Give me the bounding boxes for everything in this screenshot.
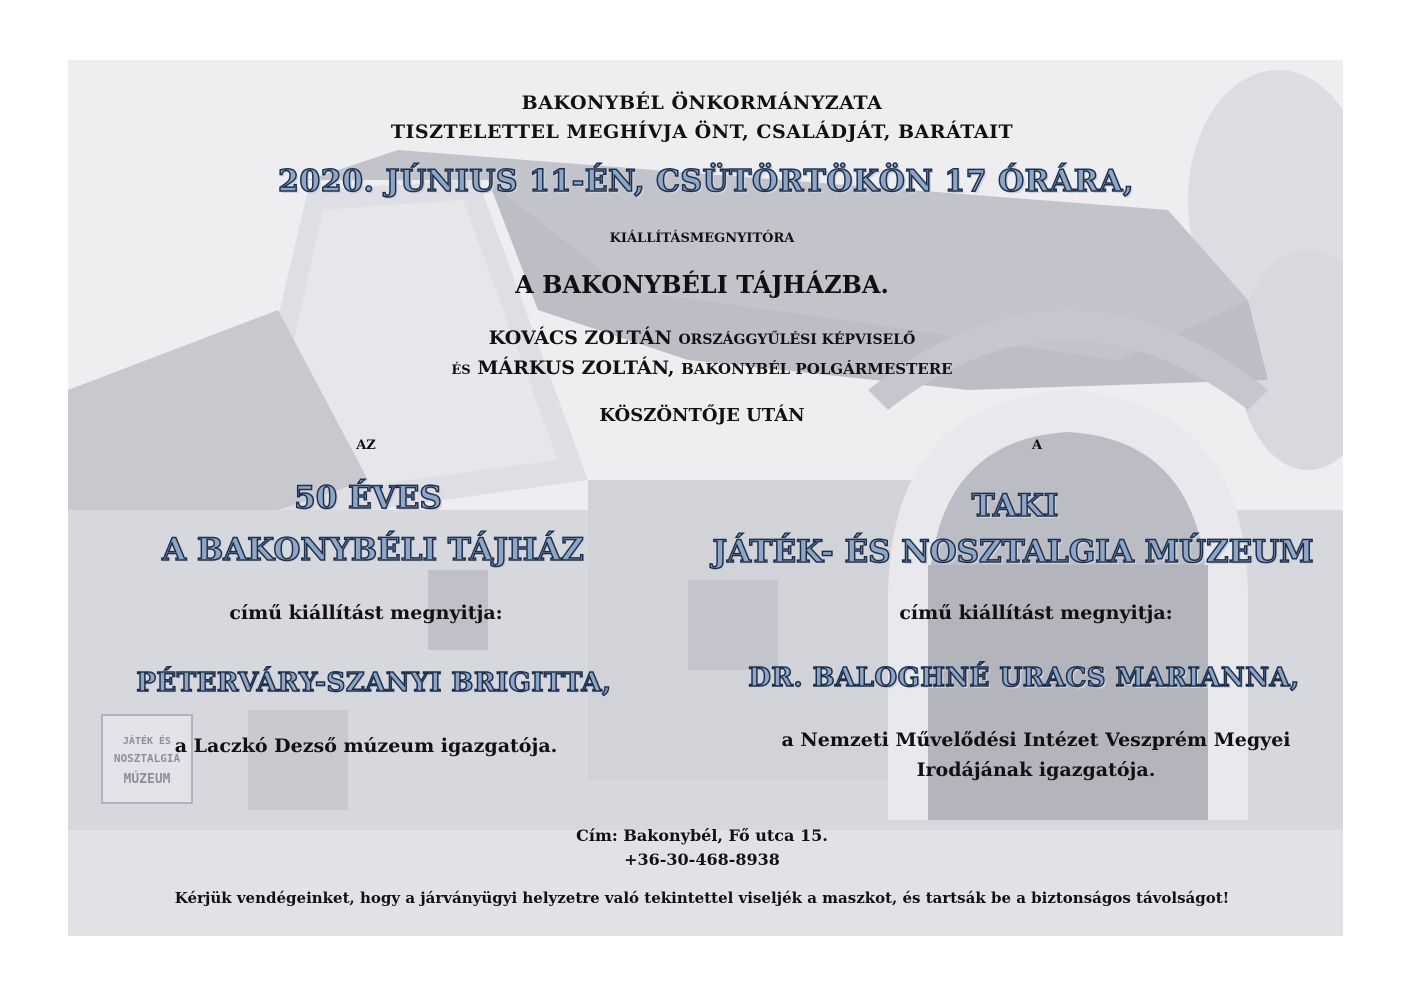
right-title-line-1: TAKI [971, 488, 1059, 524]
speaker-2 [451, 357, 952, 379]
right-opener-name: DR. BALOGHNÉ URACS MARIANNA, [748, 663, 1300, 693]
sign-line-1: JÁTÉK ÉS [122, 736, 172, 747]
left-title-line-2: A BAKONYBÉLI TÁJHÁZ [162, 532, 584, 568]
speaker-2-role: BAKONYBÉL POLGÁRMESTERE [681, 360, 953, 378]
date-line: 2020. JÚNIUS 11-ÉN, CSÜTÖRTÖKÖN 17 ÓRÁRA, [278, 164, 1134, 199]
right-opener-intro: című kiállítást megnyitja: [899, 602, 1173, 624]
sign-line-3: MÚZEUM [123, 772, 171, 787]
right-opener-role-line-2: Irodájának igazgatója. [916, 759, 1156, 781]
header-line-2: TISZTELETTEL MEGHÍVJA ÖNT, CSALÁDJÁT, BARÁTAIT [390, 121, 1014, 143]
and-word: ÉS [451, 363, 471, 378]
speaker-1 [489, 327, 916, 349]
speaker-1-name: KOVÁCS ZOLTÁN [488, 327, 672, 349]
left-article: AZ [356, 438, 376, 453]
sign-line-2: NOSZTALGIA [113, 752, 181, 765]
left-opener-role: a Laczkó Dezső múzeum igazgatója. [174, 735, 558, 757]
event-type: KIÁLLÍTÁSMEGNYITÓRA [609, 231, 795, 246]
safety-notice: Kérjük vendégeinket, hogy a járványügyi helyzetre való tekintettel viseljék a maszkot, és tartsák be a biztonságos távolságot! [174, 889, 1230, 907]
header-line-1: BAKONYBÉL ÖNKORMÁNYZATA [521, 92, 883, 114]
speaker-2-name: MÁRKUS ZOLTÁN, [477, 357, 675, 379]
left-opener-intro: című kiállítást megnyitja: [229, 602, 503, 624]
left-title-line-1: 50 ÉVES [294, 480, 442, 516]
right-article: A [1031, 438, 1043, 453]
venue: A BAKONYBÉLI TÁJHÁZBA. [515, 270, 889, 299]
left-opener-name: PÉTERVÁRY-SZANYI BRIGITTA, [136, 668, 612, 698]
right-title-line-2: JÁTÉK- ÉS NOSZTALGIA MÚZEUM [712, 534, 1314, 570]
greeting-after: KÖSZÖNTŐJE UTÁN [599, 405, 805, 426]
address: Cím: Bakonybél, Fő utca 15. [576, 826, 828, 845]
right-opener-role-line-1: a Nemzeti Művelődési Intézet Veszprém Megyei [781, 729, 1291, 751]
phone: +36-30-468-8938 [624, 850, 780, 869]
speaker-1-role: ORSZÁGGYŰLÉSI KÉPVISELŐ [678, 332, 916, 348]
